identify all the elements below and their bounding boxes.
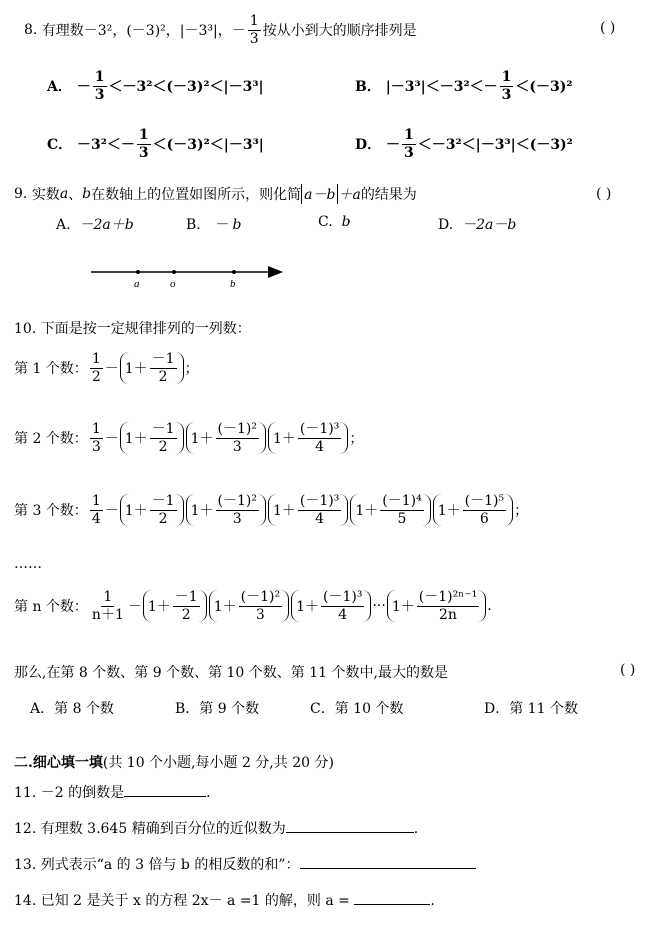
q10-dots: …… — [14, 556, 42, 572]
q8-option-d: D． － $\frac{1}{3}$ ＜－3²＜|－3³|＜(－3)² — [355, 127, 573, 161]
row-label: 第 2 个数： — [14, 431, 88, 448]
q8-stem — [24, 14, 417, 46]
minus: － — [104, 361, 119, 378]
row-end: . — [487, 598, 492, 615]
term-fraction: $\frac{-1}{2}$ — [151, 351, 175, 385]
lead-fraction: $\frac{1}{n+1}$ — [91, 589, 124, 623]
term-one: 1＋ — [272, 503, 296, 520]
point-b — [232, 270, 236, 274]
q8-option-a: A． － $\frac{1}{3}$ ＜－3²＜(－3)²＜|－3³| — [47, 69, 264, 103]
axis-label-b: b — [230, 278, 236, 290]
term-paren — [291, 590, 371, 622]
term-paren — [120, 422, 184, 454]
q12-blank — [286, 832, 414, 833]
q8-frac-sign: － — [231, 23, 246, 40]
term-one: 1＋ — [296, 599, 319, 616]
term-one: 1＋ — [124, 503, 148, 520]
axis-label-o: o — [170, 278, 176, 290]
minus: － — [104, 503, 119, 520]
term-one: 1＋ — [147, 599, 171, 616]
q8-option-b: B． |－3³|＜－3²＜－ $\frac{1}{3}$ ＜(－3)² — [355, 69, 573, 103]
q8-number: 8. — [24, 22, 38, 39]
term-fraction: $\frac{\text{(－1)⁴}}{5}$ — [382, 493, 422, 527]
term-fraction: $\frac{-1}{2}$ — [151, 421, 175, 455]
term-fraction: $\frac{\text{(－1)²}}{3}$ — [217, 493, 257, 527]
row-end: ； — [184, 361, 199, 378]
term-paren — [186, 494, 266, 526]
q9-option-a: A. －2a＋b — [56, 217, 134, 233]
q9-option-d: D. －2a－b — [438, 217, 517, 233]
term-one: 1＋ — [190, 431, 214, 448]
number-line-arrow — [268, 266, 283, 278]
q10-option-d: D．第 11 个数 — [484, 701, 578, 717]
term-fraction: $\frac{\text{(－1)²ⁿ⁻¹}}{2n}$ — [418, 589, 478, 623]
term-fraction: $\frac{-1}{2}$ — [174, 589, 198, 623]
q8-stem-end: 按从小到大的顺序排列是 — [262, 23, 417, 40]
row-end: ； — [514, 503, 529, 520]
q13-blank — [300, 868, 476, 869]
term-paren — [186, 422, 266, 454]
q8-fraction: $\frac{1}{3}$ — [249, 13, 259, 47]
q14: 14. 已知 2 是关于 x 的方程 2x－ a =1 的解，则 a = . — [14, 893, 435, 909]
term-fraction: $\frac{\text{(－1)³}}{4}$ — [299, 493, 340, 527]
term-fraction: $\frac{\text{(－1)³}}{4}$ — [323, 589, 363, 623]
q10-row-3 — [14, 494, 528, 526]
q8-answer-paren: ( ) — [600, 20, 616, 36]
q10-row-1 — [14, 352, 199, 384]
term-fraction: $\frac{-1}{2}$ — [151, 493, 175, 527]
q13: 13. 列式表示“a 的 3 倍与 b 的相反数的和”： — [14, 854, 476, 874]
term-one: 1＋ — [124, 431, 148, 448]
row-label: 第 1 个数： — [14, 361, 88, 378]
lead-fraction: $\frac{1}{2}$ — [91, 351, 101, 385]
term-one: 1＋ — [124, 361, 148, 378]
q10-ask: 那么,在第 8 个数、第 9 个数、第 10 个数、第 11 个数中,最大的数是 — [14, 665, 448, 681]
term-one: 1＋ — [391, 599, 415, 616]
row-label: 第 3 个数： — [14, 503, 88, 520]
term-paren — [143, 590, 207, 622]
q10-option-c: C．第 10 个数 — [310, 701, 404, 717]
q10-row-2 — [14, 422, 363, 454]
point-o — [172, 270, 176, 274]
term-paren — [209, 590, 289, 622]
q11-blank — [124, 796, 206, 797]
minus: － — [104, 431, 119, 448]
lead-fraction: $\frac{1}{4}$ — [91, 493, 101, 527]
q11: 11. －2 的倒数是 . — [14, 785, 211, 801]
number-line — [88, 262, 288, 292]
term-one: 1＋ — [272, 431, 296, 448]
q10-option-b: B．第 9 个数 — [175, 701, 260, 717]
q9-answer-paren: ( ) — [596, 186, 612, 202]
ellipsis: ··· — [372, 598, 386, 615]
q8-stem-text: 有理数－3²，(－3)²，|－3³|， — [41, 23, 232, 40]
lead-fraction: $\frac{1}{3}$ — [91, 421, 101, 455]
point-a — [136, 270, 140, 274]
q9-option-b: B. － b — [186, 217, 242, 233]
term-fraction: $\frac{\text{(－1)⁵}}{6}$ — [464, 493, 505, 527]
axis-label-a: a — [134, 278, 140, 290]
term-paren — [350, 494, 430, 526]
term-fraction: $\frac{\text{(－1)²}}{3}$ — [217, 421, 257, 455]
term-paren — [120, 352, 184, 384]
q9-stem: 9. 实数 a 、 b 在数轴上的位置如图所示，则化简 a－b ＋a 的结果为 — [14, 186, 417, 203]
q9-option-c: C. b — [318, 214, 351, 230]
minus: － — [127, 599, 142, 616]
row-label: 第 n 个数： — [14, 599, 88, 616]
q9-abs-expression: a－b — [301, 184, 338, 204]
q14-blank — [354, 904, 430, 905]
section-2-heading: 二.细心填一填(共 10 个小题,每小题 2 分,共 20 分) — [14, 755, 334, 771]
q10-answer-paren: ( ) — [620, 662, 636, 678]
term-fraction: $\frac{\text{(－1)³}}{4}$ — [299, 421, 340, 455]
term-one: 1＋ — [190, 503, 214, 520]
q12: 12. 有理数 3.645 精确到百分位的近似数为 . — [14, 821, 419, 837]
q10-stem: 10. 下面是按一定规律排列的一列数： — [14, 321, 251, 337]
term-one: 1＋ — [213, 599, 237, 616]
term-one: 1＋ — [437, 503, 461, 520]
q10-option-a: A．第 8 个数 — [30, 701, 114, 717]
term-paren — [268, 494, 348, 526]
term-fraction: $\frac{\text{(－1)²}}{3}$ — [240, 589, 281, 623]
term-one: 1＋ — [355, 503, 379, 520]
q10-row-n — [14, 590, 492, 622]
term-paren — [268, 422, 348, 454]
row-end: ； — [349, 431, 364, 448]
term-paren-last — [387, 590, 486, 622]
q8-option-c: C． －3²＜－ $\frac{1}{3}$ ＜(－3)²＜|－3³| — [47, 127, 264, 161]
term-paren — [120, 494, 184, 526]
term-paren — [433, 494, 513, 526]
